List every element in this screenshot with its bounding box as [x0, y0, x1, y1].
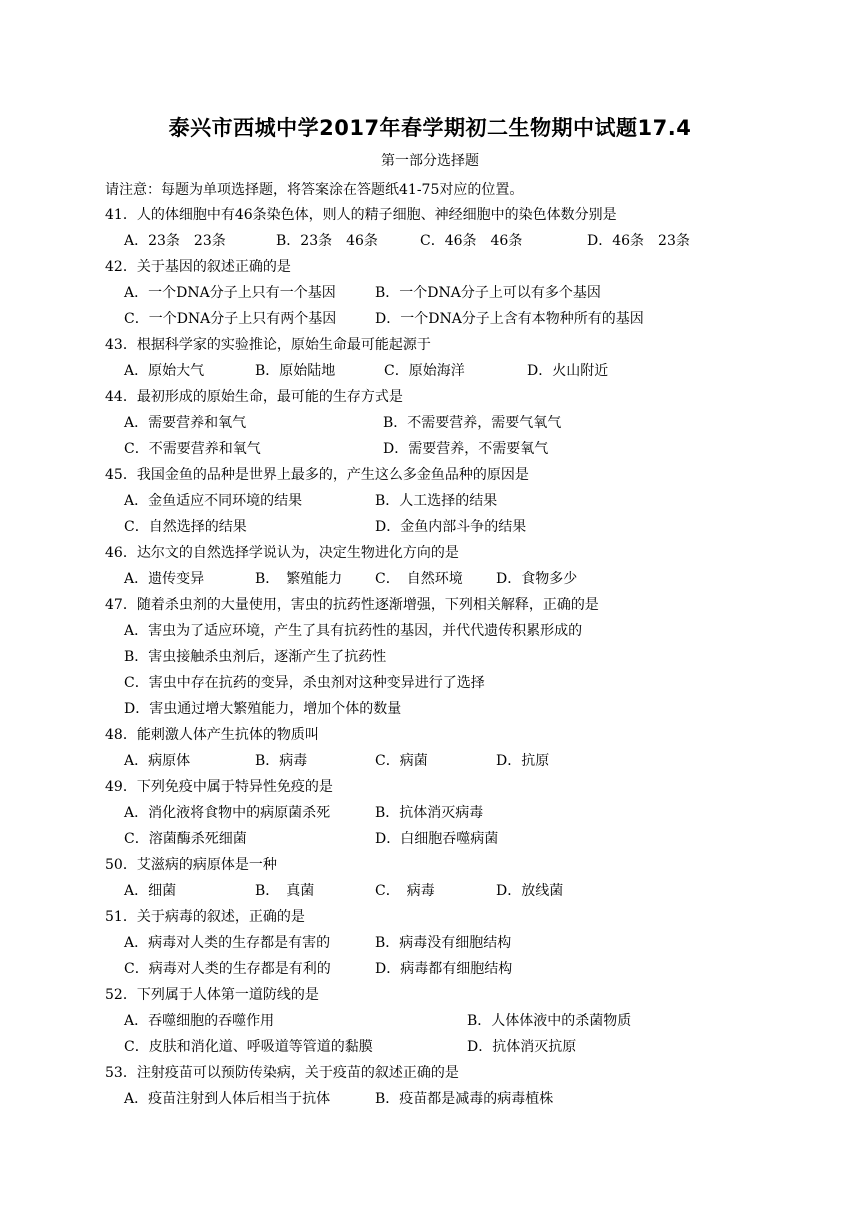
question-50-option-a: A．细菌: [124, 883, 177, 899]
question-41-stem: 41．人的体细胞中有46条染色体，则人的精子细胞、神经细胞中的染色体数分别是: [105, 207, 617, 223]
question-53-stem: 53．注射疫苗可以预防传染病，关于疫苗的叙述正确的是: [105, 1065, 459, 1081]
question-53-option-a: A．疫苗注射到人体后相当于抗体: [124, 1091, 331, 1107]
question-42-option-d: D．一个DNA分子上含有本物种所有的基因: [375, 311, 644, 327]
question-46-stem: 46．达尔文的自然选择学说认为，决定生物进化方向的是: [105, 545, 459, 561]
question-45-option-c: C．自然选择的结果: [124, 519, 247, 535]
question-41-option-b: B．23条 46条: [276, 233, 378, 249]
question-43-option-c: C．原始海洋: [384, 363, 465, 379]
question-51-stem: 51．关于病毒的叙述，正确的是: [105, 909, 305, 925]
question-50-option-b: B． 真菌: [255, 883, 315, 899]
question-44-option-a: A．需要营养和氧气: [124, 415, 247, 431]
question-41-option-c: C．46条 46条: [420, 233, 523, 249]
question-49-stem: 49．下列免疫中属于特异性免疫的是: [105, 779, 333, 795]
question-53-option-b: B．疫苗都是减毒的病毒植株: [375, 1091, 554, 1107]
notice-text: 请注意：每题为单项选择题，将答案涂在答题纸41-75对应的位置。: [105, 182, 524, 198]
question-43-stem: 43．根据科学家的实验推论，原始生命最可能起源于: [105, 337, 431, 353]
question-42-stem: 42．关于基因的叙述正确的是: [105, 259, 291, 275]
question-42-option-b: B．一个DNA分子上可以有多个基因: [375, 285, 601, 301]
question-44-option-b: B．不需要营养，需要气氧气: [383, 415, 562, 431]
question-48-option-b: B．病毒: [255, 753, 308, 769]
question-52-option-d: D．抗体消灭抗原: [467, 1039, 577, 1055]
question-52-stem: 52．下列属于人体第一道防线的是: [105, 987, 319, 1003]
question-43-option-b: B．原始陆地: [255, 363, 336, 379]
question-46-option-c: C． 自然环境: [375, 571, 463, 587]
question-52-option-a: A．吞噬细胞的吞噬作用: [124, 1013, 275, 1029]
question-51-option-a: A．病毒对人类的生存都是有害的: [124, 935, 331, 951]
question-43-option-d: D．火山附近: [527, 363, 609, 379]
question-49-option-d: D．白细胞吞噬病菌: [375, 831, 499, 847]
question-47-option-d: D．害虫通过增大繁殖能力，增加个体的数量: [124, 701, 402, 717]
question-51-option-b: B．病毒没有细胞结构: [375, 935, 512, 951]
question-49-option-b: B．抗体消灭病毒: [375, 805, 484, 821]
question-52-option-b: B．人体体液中的杀菌物质: [467, 1013, 632, 1029]
question-45-stem: 45．我国金鱼的品种是世界上最多的，产生这么多金鱼品种的原因是: [105, 467, 529, 483]
question-48-option-c: C．病菌: [375, 753, 428, 769]
question-42-option-a: A．一个DNA分子上只有一个基因: [124, 285, 336, 301]
question-52-option-c: C．皮肤和消化道、呼吸道等管道的黏膜: [124, 1039, 373, 1055]
question-43-option-a: A．原始大气: [124, 363, 205, 379]
question-48-stem: 48．能刺激人体产生抗体的物质叫: [105, 727, 319, 743]
question-46-option-a: A．遗传变异: [124, 571, 205, 587]
question-44-stem: 44．最初形成的原始生命，最可能的生存方式是: [105, 389, 403, 405]
question-49-option-c: C．溶菌酶杀死细菌: [124, 831, 247, 847]
question-47-stem: 47．随着杀虫剂的大量使用，害虫的抗药性逐渐增强，下列相关解释，正确的是: [105, 597, 599, 613]
question-47-option-c: C．害虫中存在抗药的变异，杀虫剂对这种变异进行了选择: [124, 675, 485, 691]
question-42-option-c: C．一个DNA分子上只有两个基因: [124, 311, 337, 327]
question-51-option-c: C．病毒对人类的生存都是有利的: [124, 961, 331, 977]
question-45-option-b: B．人工选择的结果: [375, 493, 498, 509]
question-50-option-c: C． 病毒: [375, 883, 435, 899]
question-47-option-a: A．害虫为了适应环境，产生了具有抗药性的基因，并代代遗传积累形成的: [124, 623, 583, 639]
question-41-option-a: A．23条 23条: [124, 233, 226, 249]
question-46-option-d: D．食物多少: [496, 571, 578, 587]
question-48-option-a: A．病原体: [124, 753, 191, 769]
question-48-option-d: D．抗原: [496, 753, 550, 769]
question-45-option-a: A．金鱼适应不同环境的结果: [124, 493, 303, 509]
question-41-option-d: D．46条 23条: [587, 233, 690, 249]
question-50-stem: 50．艾滋病的病原体是一种: [105, 857, 277, 873]
question-46-option-b: B． 繁殖能力: [255, 571, 343, 587]
question-49-option-a: A．消化液将食物中的病原菌杀死: [124, 805, 331, 821]
question-50-option-d: D．放线菌: [496, 883, 564, 899]
question-44-option-c: C．不需要营养和氧气: [124, 441, 261, 457]
question-45-option-d: D．金鱼内部斗争的结果: [375, 519, 527, 535]
page-title: 泰兴市西城中学2017年春学期初二生物期中试题17.4: [168, 116, 692, 140]
question-51-option-d: D．病毒都有细胞结构: [375, 961, 513, 977]
question-44-option-d: D．需要营养，不需要氧气: [383, 441, 549, 457]
section-heading: 第一部分选择题: [381, 153, 479, 169]
question-47-option-b: B．害虫接触杀虫剂后，逐渐产生了抗药性: [124, 649, 387, 665]
